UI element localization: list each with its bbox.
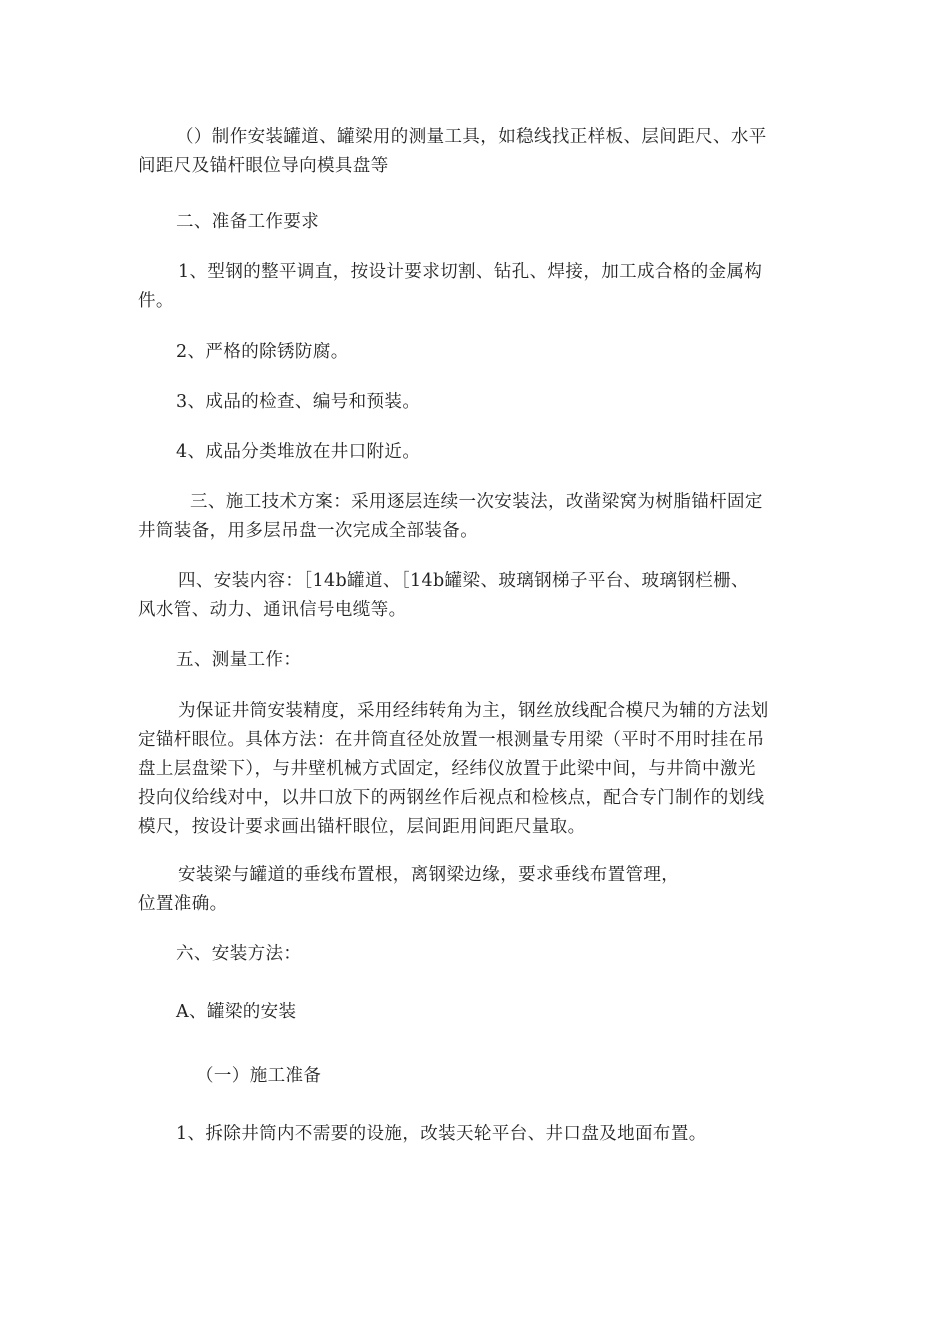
section-heading-installation-method (138, 940, 814, 969)
text-line: 位置准确。 (138, 894, 228, 914)
text-line: 为保证井筒安装精度，采用经纬转角为主，钢丝放线配合模尺为辅的方法划 (178, 701, 769, 721)
text-line: （）制作安装罐道、罐梁用的测量工具，如稳线找正样板、层间距尺、水平 (176, 127, 767, 147)
text-line: 4、成品分类堆放在井口附近。 (176, 442, 421, 462)
text-line: 间距尺及锚杆眼位导向模具盘等 (138, 156, 389, 176)
paragraph-item-4 (138, 438, 814, 467)
heading-text: 六、安装方法： (176, 944, 302, 964)
text-line: 三、施工技术方案：采用逐层连续一次安装法，改凿梁窝为树脂锚杆固定 (190, 492, 763, 512)
paragraph-measurement-method (138, 697, 814, 842)
section-heading-measurement (138, 646, 814, 675)
heading-text: 二、准备工作要求 (176, 212, 320, 232)
paragraph-plumb-line (138, 861, 814, 919)
text-line: 2、严格的除锈防腐。 (176, 342, 349, 362)
text-line: 井筒装备，用多层吊盘一次完成全部装备。 (138, 521, 479, 541)
heading-text: A、罐梁的安装 (176, 1002, 297, 1022)
text-line: 盘上层盘梁下），与井壁机械方式固定，经纬仪放置于此梁中间，与井筒中激光 (138, 759, 756, 779)
paragraph-remove-facilities (138, 1120, 814, 1149)
paragraph-item-1 (138, 258, 814, 316)
section-construction-plan (138, 488, 814, 546)
paragraph-measuring-tools (138, 123, 814, 181)
text-line: 风水管、动力、通讯信号电缆等。 (138, 600, 407, 620)
heading-text: 五、测量工作： (176, 650, 302, 670)
text-line: 1、拆除井筒内不需要的设施，改装天轮平台、井口盘及地面布置。 (176, 1124, 707, 1144)
section-installation-content (138, 567, 814, 625)
subsection-heading-beam-installation (138, 998, 814, 1027)
text-line: 四、安装内容：［14b罐道、［14b罐梁、玻璃钢梯子平台、玻璃钢栏栅、 (178, 571, 749, 591)
text-line: 投向仪给线对中，以井口放下的两钢丝作后视点和检核点，配合专门制作的划线 (138, 788, 765, 808)
paragraph-item-3 (138, 388, 814, 417)
text-line: 件。 (138, 291, 174, 311)
section-heading-preparation (138, 208, 814, 237)
text-line: 定锚杆眼位。具体方法：在井筒直径处放置一根测量专用梁（平时不用时挂在吊 (138, 730, 765, 750)
text-line: 安装梁与罐道的垂线布置根，离钢梁边缘，要求垂线布置管理， (178, 865, 680, 885)
heading-text: （一）施工准备 (196, 1066, 322, 1086)
paragraph-item-2 (138, 338, 814, 367)
subsection-heading-preparation (138, 1062, 814, 1091)
text-line: 3、成品的检查、编号和预装。 (176, 392, 421, 412)
text-line: 1、型钢的整平调直，按设计要求切割、钻孔、焊接，加工成合格的金属构 (178, 262, 763, 282)
text-line: 模尺，按设计要求画出锚杆眼位，层间距用间距尺量取。 (138, 817, 586, 837)
